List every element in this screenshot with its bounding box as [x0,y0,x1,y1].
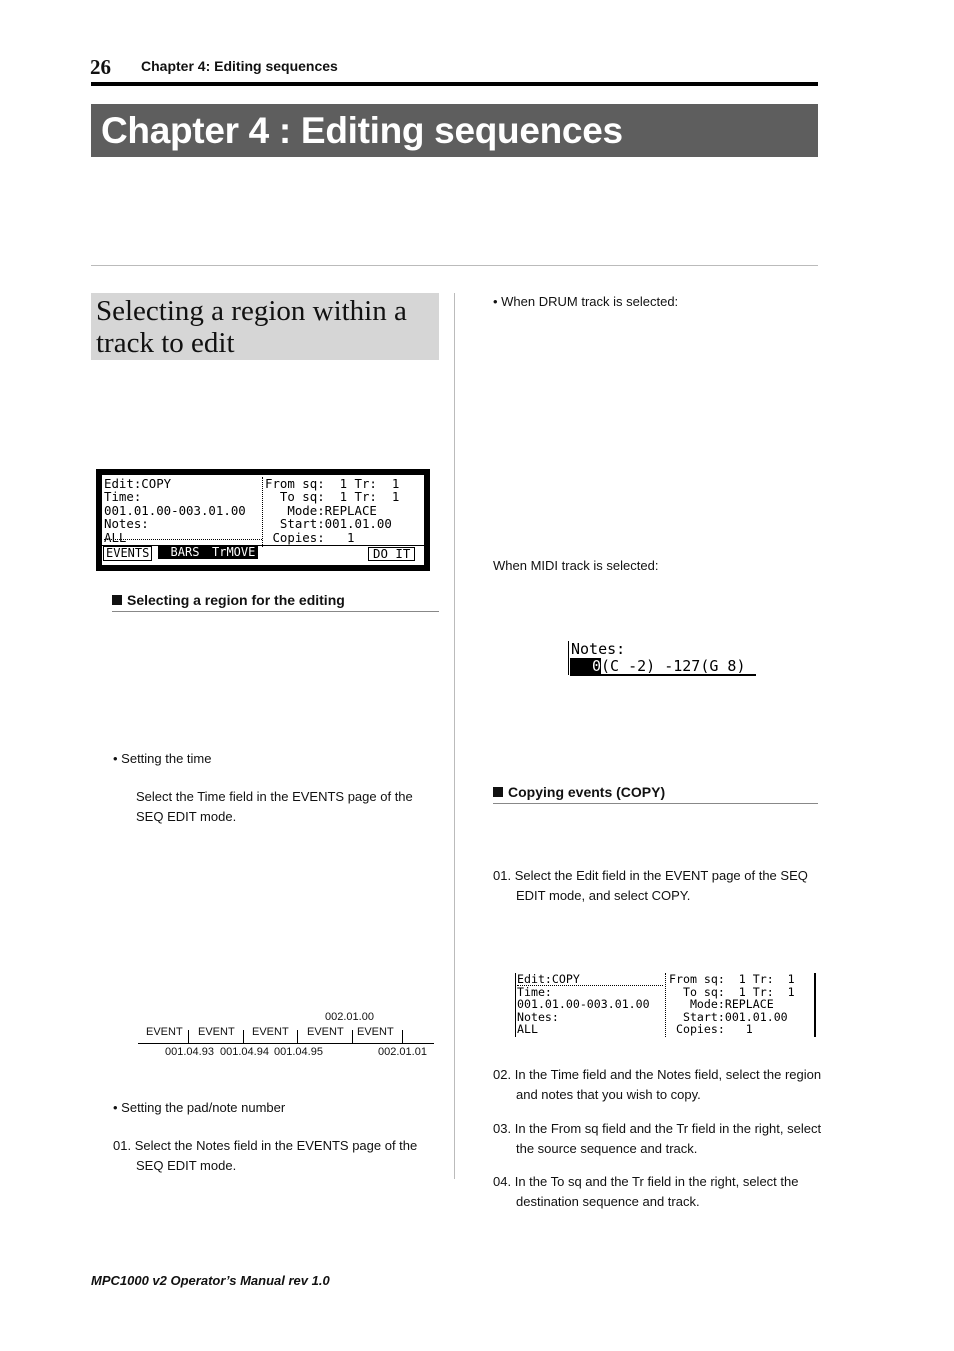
subhead-region-text: Selecting a region for the editing [127,592,345,608]
lcd-line: Notes: [517,1009,559,1024]
step-number: 01. [493,868,512,883]
notes-step [113,1136,443,1176]
square-bullet-icon [112,595,122,605]
chapter-title: Chapter 4 : Editing sequences [91,104,818,157]
page-number: 26 [90,55,111,79]
subhead-copy-text: Copying events (COPY) [508,784,666,800]
lcd-copy-left-panel [517,973,650,1036]
midi-track-label: When MIDI track is selected: [493,558,659,573]
timeline-top-label: 002.01.00 [325,1011,374,1023]
step-number: 04. [493,1174,512,1189]
square-bullet-icon [493,787,503,797]
column-divider [454,293,455,1179]
timeline-time-label: 002.01.01 [378,1046,427,1058]
lcd-right-panel [265,477,399,544]
lcd-line: ALL [517,1022,538,1037]
lcd-notes-label: Notes: [571,640,626,658]
step-text-line1: In the To sq and the Tr field in the right, select the [514,1174,799,1189]
timeline-tick [297,1030,298,1043]
lcd-line: Start:001.01.00 [669,1009,788,1024]
footer: MPC1000 v2 Operator’s Manual rev 1.0 [91,1273,330,1288]
lcd-notes-value-row [570,658,756,676]
lcd-screen-inner [102,475,424,565]
bullet-setting-time: • Setting the time [113,751,212,766]
header-rule [91,82,818,86]
timeline-event-label: EVENT [198,1026,235,1038]
lcd-line: To sq: 1 Tr: 1 [669,984,795,999]
copy-step-2 [493,1065,823,1105]
lcd-line: Notes: [104,516,149,532]
tab-bars[interactable]: BARS [158,546,212,559]
step-text-line1: In the From sq field and the Tr field in the right, select [514,1121,822,1136]
lcd-line: Copies: 1 [669,1022,753,1037]
lcd-copy-edge-right [814,973,816,1037]
timeline-event-label: EVENT [252,1026,289,1038]
tab-trmove[interactable]: TrMOVE [209,546,258,559]
section-title-line2: track to edit [96,327,235,359]
time-paragraph-line2: SEQ EDIT mode. [136,809,237,824]
lcd-line: ALL [104,529,127,545]
lcd-line: 001.01.00-003.01.00 [517,997,650,1012]
section-divider [91,265,818,266]
lcd-line: Mode:REPLACE [265,502,377,518]
lcd-line: From sq: 1 Tr: 1 [265,476,400,491]
lcd-line: Mode:REPLACE [669,997,774,1012]
lcd-line: Edit:COPY [517,972,580,986]
time-paragraph-line1: Select the Time field in the EVENTS page of the [136,789,413,804]
drum-track-label: • When DRUM track is selected: [493,294,679,309]
lcd-notes-cursor[interactable]: 0 [570,658,601,674]
lcd-line: To sq: 1 Tr: 1 [265,489,400,505]
timeline-tick [243,1030,244,1043]
timeline-tick [402,1030,403,1043]
timeline-tick [188,1030,189,1043]
lcd-left-panel [104,476,262,545]
timeline-tick [352,1030,353,1043]
step-text-line2: the source sequence and track. [516,1141,698,1156]
lcd-notes-edge [568,641,569,675]
step-text-line2: SEQ EDIT mode. [136,1158,237,1173]
step-text-line2: destination sequence and track. [516,1194,700,1209]
do-it-button[interactable]: DO IT [368,547,415,561]
copy-step-4 [493,1172,823,1212]
step-number: 03. [493,1121,512,1136]
step-text-line1: In the Time field and the Notes field, select the region [514,1067,822,1082]
timeline-time-label: 001.04.93 [165,1046,214,1058]
copy-step-1 [493,866,823,906]
lcd-separator [262,477,264,547]
time-paragraph [136,787,441,827]
section-title-line1: Selecting a region within a [96,295,407,327]
timeline-event-label: EVENT [307,1026,344,1038]
lcd-copy-separator [665,973,667,1037]
step-text-line2: EDIT mode, and select COPY. [516,888,691,903]
timeline-axis [138,1043,434,1044]
tab-events[interactable]: EVENTS [103,546,152,561]
step-text-line1: Select the Edit field in the EVENT page of the SEQ [514,868,808,883]
copy-step-3 [493,1119,823,1159]
timeline-time-label: 001.04.94 [220,1046,269,1058]
step-text-line1: Select the Notes field in the EVENTS page of the [134,1138,418,1153]
timeline-event-label: EVENT [146,1026,183,1038]
timeline-time-label: 001.04.95 [274,1046,323,1058]
lcd-line: Time: [104,489,142,505]
section-title [91,293,439,360]
subhead-region [112,592,439,612]
running-title: Chapter 4: Editing sequences [141,58,338,74]
step-number: 01. [113,1138,132,1153]
lcd-line: 001.01.00-003.01.00 [104,502,246,518]
lcd-line: Edit:COPY [104,476,172,491]
step-number: 02. [493,1067,512,1082]
lcd-screen-copy [515,973,816,1037]
subhead-copy [493,784,818,804]
timeline-event-label: EVENT [357,1026,394,1038]
step-text-line2: and notes that you wish to copy. [516,1087,701,1102]
lcd-line: Start:001.01.00 [265,516,392,532]
lcd-notes-range: (C -2) -127(G 8) [601,657,746,675]
lcd-copy-right-panel [669,973,795,1036]
bullet-setting-pad: • Setting the pad/note number [113,1100,286,1115]
lcd-line: Copies: 1 [265,529,355,545]
lcd-line: Time: [517,984,552,999]
lcd-copy-edge-left [515,973,516,1037]
lcd-line: From sq: 1 Tr: 1 [669,972,795,986]
